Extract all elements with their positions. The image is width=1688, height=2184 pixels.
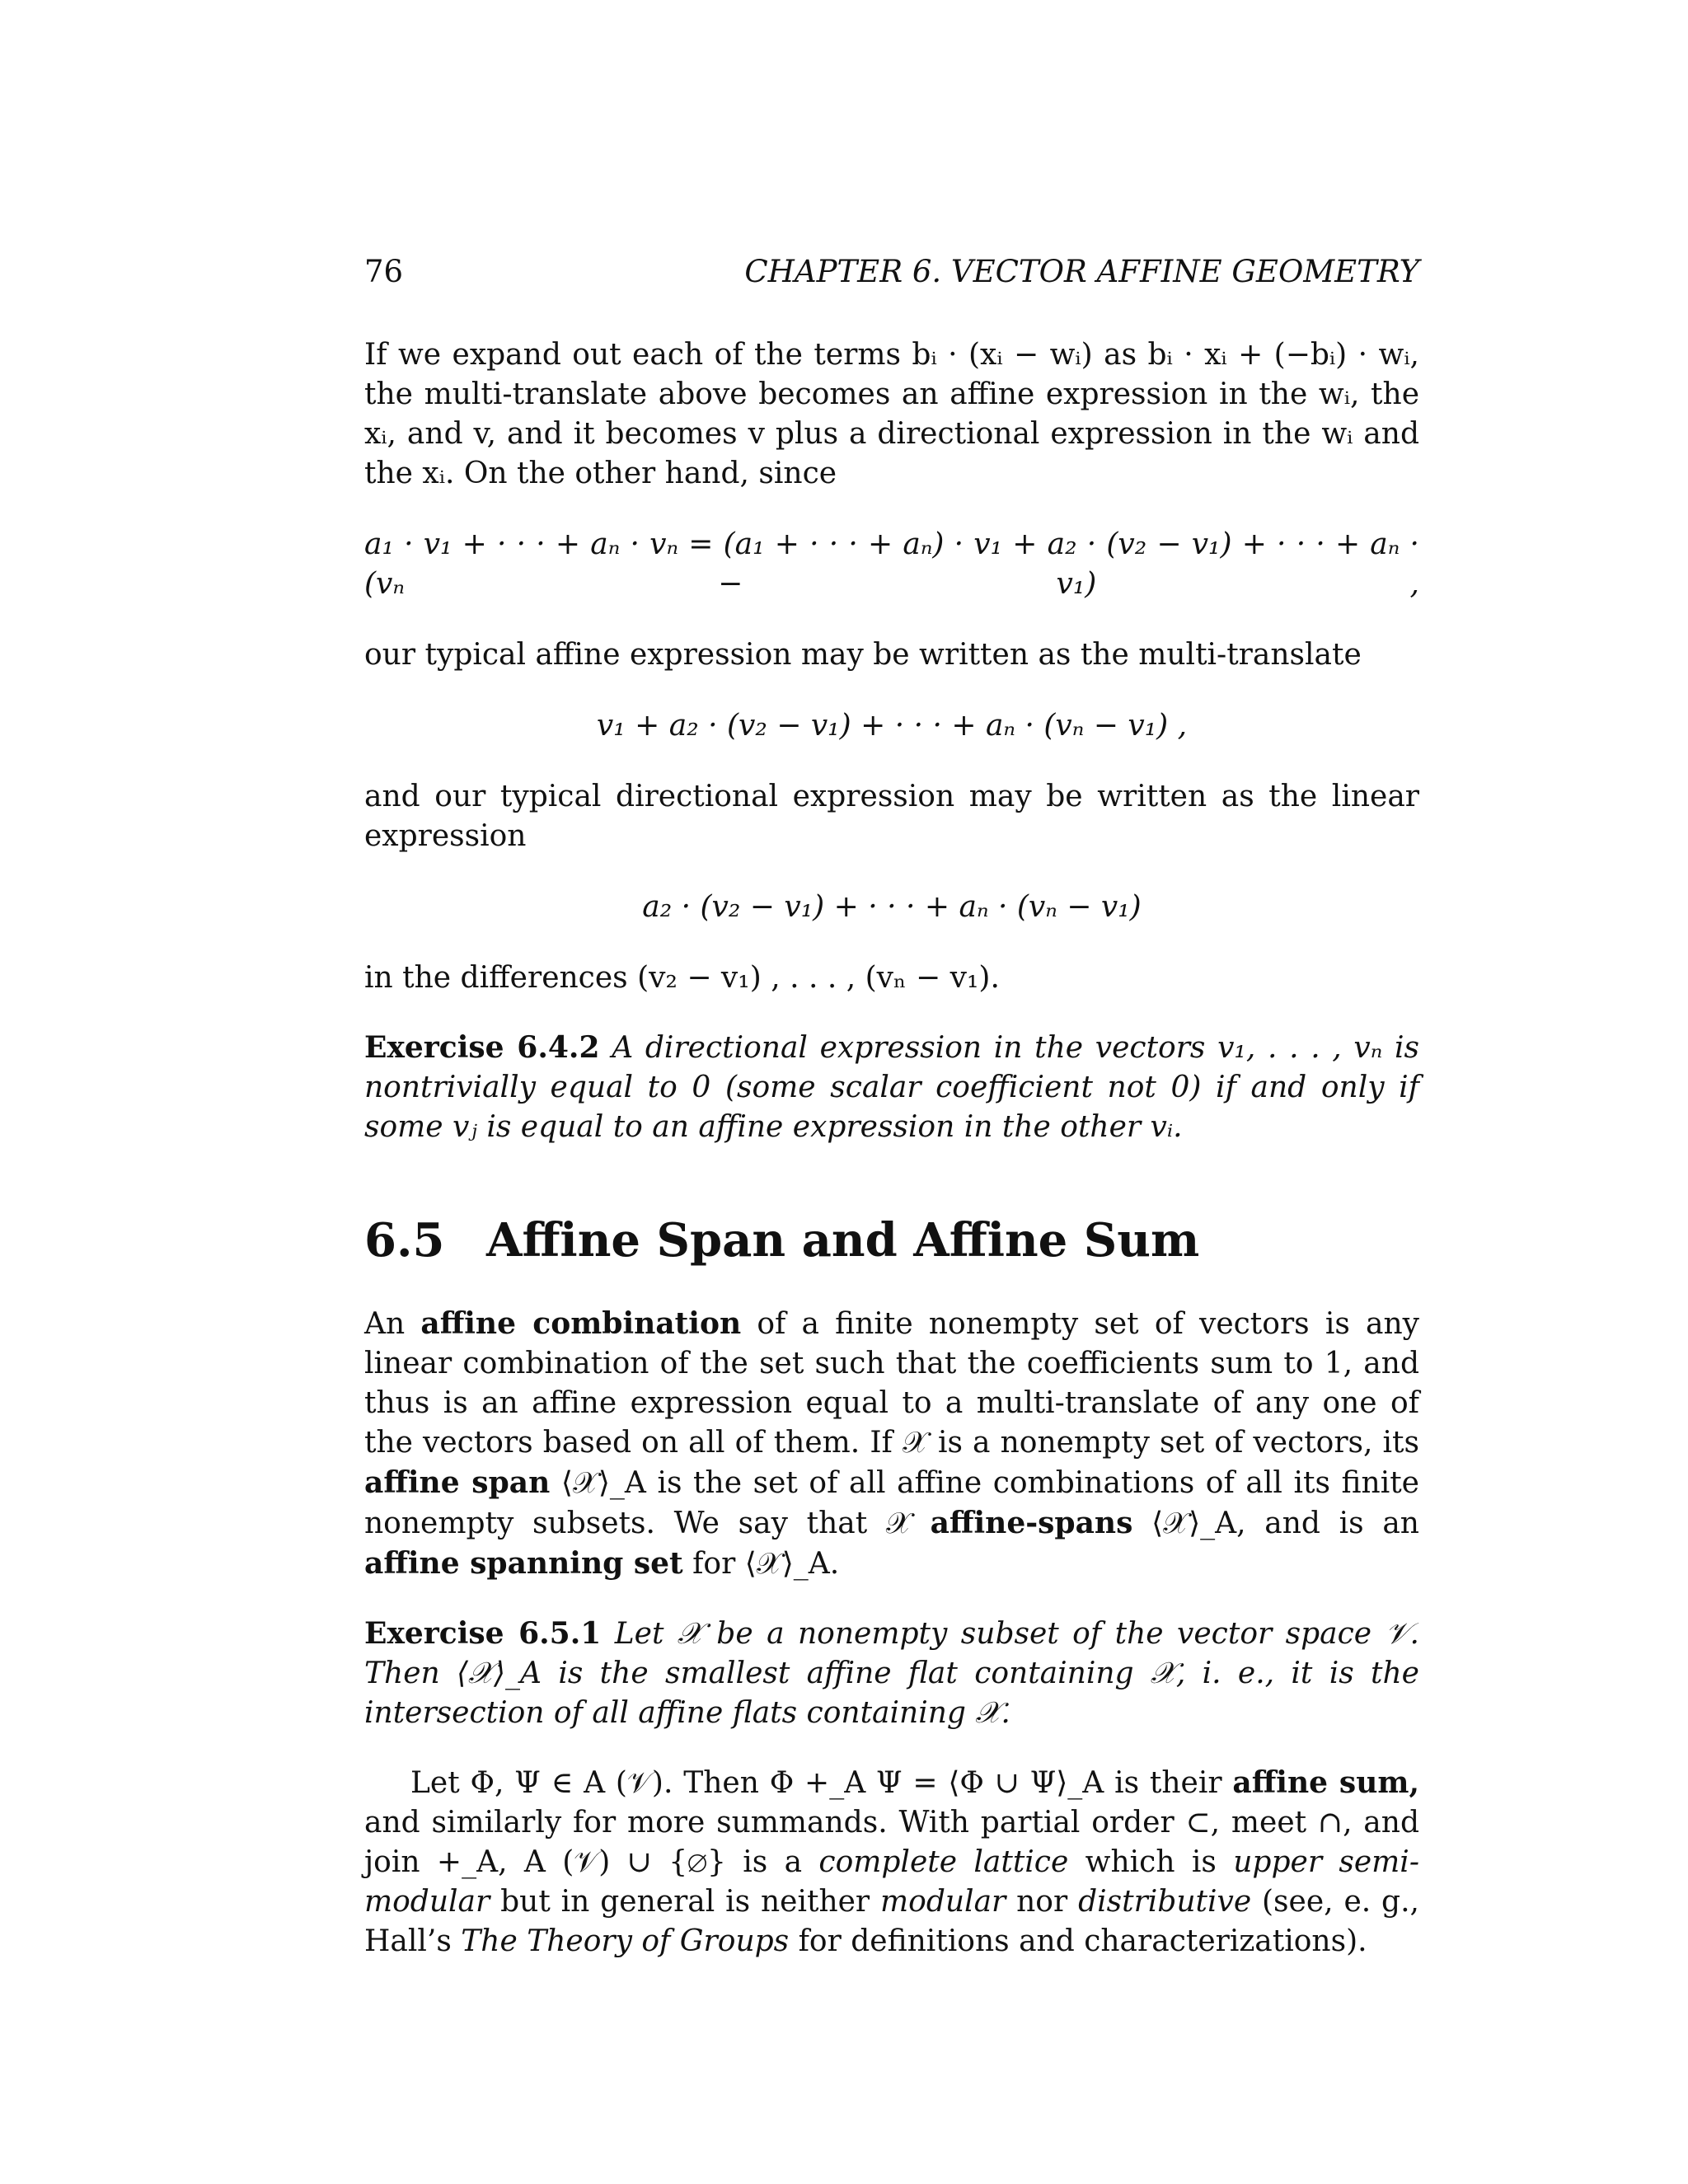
paragraph-expansion: If we expand out each of the terms bᵢ · (xᵢ − wᵢ) as bᵢ · xᵢ + (−bᵢ) · wᵢ, the multi-translate above becomes an affine expression in the wᵢ, the xᵢ, and v, and it becomes v plus a directional expression in the wᵢ and the xᵢ. On the other hand, since <box>364 338 1419 490</box>
text-run: ⟨𝒳⟩_A, and is an <box>1132 1507 1419 1540</box>
text-run: and similarly for more summands. With partial order ⊂, meet ∩, and join +_A, A (𝒱) ∪ {∅} is a <box>364 1806 1419 1879</box>
text-run: but in general is neither <box>490 1885 881 1919</box>
section-heading <box>364 1212 1419 1269</box>
term-upper-semi-modular: upper semi-modular <box>364 1845 1419 1919</box>
section-number: 6.5 <box>364 1213 445 1268</box>
text-run: which is <box>1068 1845 1234 1879</box>
exercise-label: Exercise 6.4.2 <box>364 1030 600 1065</box>
exercise-label: Exercise 6.5.1 <box>364 1616 602 1651</box>
exercise-6-5-1 <box>364 1614 1419 1733</box>
text-run: ⟨𝒳⟩_A is the set of all affine combinations of all its finite nonempty subsets. We say that 𝒳 <box>364 1466 1419 1540</box>
text-run: An <box>364 1307 421 1341</box>
text-run: of a finite nonempty set of vectors is any linear combination of the set such that the coefficients sum to 1, and thus is an affine expression equal to a multi-translate of any one of the vectors based on all of them. If 𝒳 is a nonempty set of vectors, its <box>364 1307 1419 1460</box>
exercise-text: Let 𝒳 be a nonempty subset of the vector space 𝒱. Then ⟨𝒳⟩_A is the smallest affine flat containing 𝒳, i. e., it is the intersection of all affine flats containing 𝒳. <box>364 1617 1419 1730</box>
paragraph-affine-combination <box>364 1304 1419 1584</box>
book-title: The Theory of Groups <box>461 1924 790 1958</box>
term-affine-sum: affine sum, <box>1232 1765 1419 1800</box>
exercise-6-4-2 <box>364 1028 1419 1147</box>
equation-affine-identity: a₁ · v₁ + · · · + aₙ · vₙ = (a₁ + · · · + aₙ) · v₁ + a₂ · (v₂ − v₁) + · · · + aₙ · (vₙ − v₁) , <box>364 527 1419 601</box>
term-affine-span: affine span <box>364 1465 551 1500</box>
paragraph-affine-sum <box>364 1763 1419 1961</box>
term-distributive: distributive <box>1078 1885 1252 1919</box>
paragraph-linear-intro: and our typical directional expression may be written as the linear expression <box>364 780 1419 853</box>
section-title: Affine Span and Affine Sum <box>486 1213 1200 1268</box>
text-run: (see, e. g., Hall’s <box>364 1885 1419 1958</box>
chapter-title: CHAPTER 6. VECTOR AFFINE GEOMETRY <box>744 254 1419 289</box>
running-head <box>364 247 1419 297</box>
text-run: nor <box>1006 1885 1079 1919</box>
page <box>364 247 1419 1961</box>
paragraph-multi-translate-intro: our typical affine expression may be written as the multi-translate <box>364 638 1362 672</box>
term-complete-lattice: complete lattice <box>818 1845 1069 1879</box>
equation-multi-translate: v₁ + a₂ · (v₂ − v₁) + · · · + aₙ · (vₙ − v₁) , <box>596 709 1188 743</box>
text-run: Let Φ, Ψ ∈ A (𝒱). Then Φ +_A Ψ = ⟨Φ ∪ Ψ⟩_A is their <box>410 1766 1233 1800</box>
exercise-text: A directional expression in the vectors v₁, . . . , vₙ is nontrivially equal to 0 (some scalar coefficient not 0) if and only if some vⱼ is equal to an affine expression in the other vᵢ. <box>364 1031 1420 1144</box>
equation-linear-expression: a₂ · (v₂ − v₁) + · · · + aₙ · (vₙ − v₁) <box>642 890 1142 924</box>
text-run: for ⟨𝒳⟩_A. <box>682 1547 840 1581</box>
text-run: for definitions and characterizations). <box>789 1924 1367 1958</box>
paragraph-differences: in the differences (v₂ − v₁) , . . . , (vₙ − v₁). <box>364 961 1000 995</box>
term-modular: modular <box>880 1885 1006 1919</box>
page-number: 76 <box>364 254 404 289</box>
term-affine-combination: affine combination <box>420 1306 742 1341</box>
term-affine-spans: affine-spans <box>930 1506 1133 1540</box>
term-affine-spanning-set: affine spanning set <box>364 1546 683 1581</box>
